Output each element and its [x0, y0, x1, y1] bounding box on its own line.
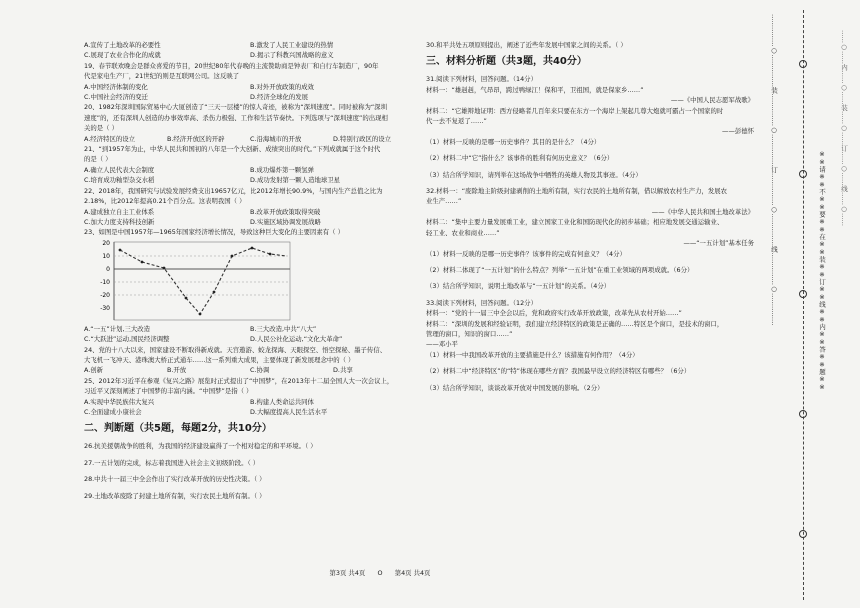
- binding-inner-line: ……○……内……○……装……○……订……○……线……○……: [840, 30, 848, 226]
- q19-option-c: C.中国社会经济的变迁: [84, 93, 149, 102]
- q19-option-d: D.经济全球化的发展: [250, 93, 309, 102]
- footer-page-left: 第3页 共4页: [329, 569, 366, 577]
- tick-10: 10: [102, 252, 110, 260]
- q23-options: [84, 324, 416, 334]
- point-1965: [269, 252, 272, 255]
- q21-option-b: B.成功爆炸第一颗氢弹: [250, 165, 314, 174]
- growth-chart: [92, 240, 292, 322]
- binding-warning: ※※请※※不※※要※※在※※装※※订※※线※※内※※答※※题※※: [818, 150, 826, 391]
- q24-option-c: C.协调: [250, 366, 270, 375]
- footer-center-mark: O: [377, 569, 383, 577]
- point-1962: [213, 290, 216, 293]
- point-1963: [231, 254, 234, 257]
- section-2-title: 二、判断题（共5题，每题2分，共10分）: [84, 423, 272, 435]
- judge-26: 26.抗美援朝战争的胜利，为我国的经济建设赢得了一个相对稳定的和平环境。（ ）: [84, 442, 317, 451]
- point-1957: [119, 248, 122, 251]
- growth-chart-svg: [92, 240, 292, 322]
- q33-material-2-source: ——邓小平: [426, 340, 458, 349]
- q33-material-2-line-2: 管理的窗口，知识的窗口……”: [426, 329, 513, 338]
- q18-options-2: [84, 50, 416, 60]
- q21-stem-2: 的是（ ）: [84, 155, 112, 164]
- right-column: [426, 40, 754, 393]
- q31-material-1: 材料一：“雄赳赳，气昂昂，跨过鸭绿江！保和平，卫祖国，就是保家乡……”: [426, 85, 644, 94]
- q23-stem: 23、如图是中国1957年—1965年国家经济增长情况，导致这种巨大变化的主要因素有（ ）: [84, 228, 344, 237]
- q22-options: [84, 207, 416, 217]
- q32-material-2-line-2: 轻工业、农业和商业……”: [426, 228, 500, 237]
- q25-option-a: A.实现中华民族伟大复兴: [84, 397, 155, 406]
- q33-head: 33.阅读下列材料，回答问题。（12分）: [426, 298, 537, 307]
- q21-option-c: C.培育成功籼型杂交水稻: [84, 176, 155, 185]
- q33-material-2-line-1: 材料二：“深圳的发展和经验证明，我们建立经济特区的政策是正确的……特区是个窗口，是技术的窗口，: [426, 319, 724, 328]
- q24-options: [84, 365, 416, 375]
- q20-option-d: D.特别行政区的设立: [333, 134, 392, 143]
- q20-options: [84, 134, 416, 144]
- q21-options: [84, 165, 416, 175]
- q19-stem-2: 代是家电生产厂，21世纪的则是互联网公司。这反映了: [84, 72, 240, 81]
- q31-head: 31.阅读下列材料，回答问题。（14分）: [426, 75, 537, 84]
- q18-options: [84, 40, 416, 50]
- q31-question-1: （1）材料一反映的是哪一历史事件？其目的是什么？（4分）: [426, 137, 601, 146]
- q32-line-1: 32.材料一：“废除地主阶级封建剥削的土地所有制，实行农民的土地所有制，借以解放农村生产力，发展农: [426, 187, 728, 196]
- q25-option-b: B.构建人类命运共同体: [250, 397, 314, 406]
- q18-option-d: D.揭示了科教兴国战略的意义: [250, 51, 334, 60]
- binding-hole-2: [799, 170, 807, 178]
- q32-material-1-source: ——《中华人民共和国土地改革法》: [651, 207, 754, 216]
- q24-stem-2: 大飞机一飞冲天、港珠澳大桥正式通车……这一系列重大成果，主要体现了新发展理念中的（ ）: [84, 355, 355, 364]
- binding-hole-5: [799, 530, 807, 538]
- q32-line-2: 业生产……”: [426, 197, 462, 206]
- q18-option-b: B.激发了人民工业建设的热情: [250, 41, 334, 49]
- point-1958: [141, 260, 144, 263]
- q31-material-2-source: ——彭德怀: [722, 127, 754, 136]
- binding-dashed-line: [803, 10, 804, 600]
- q22-option-b: B.改革开放政策取得突破: [250, 207, 321, 216]
- q24-option-b: B.开放: [167, 366, 187, 375]
- left-column: [84, 40, 416, 501]
- q32-material-2-line-1: 材料二：“集中主要力量发展重工业，建立国家工业化和国防现代化的初步基础；相应地发展交通运输业、: [426, 218, 724, 227]
- binding-hole-3: [799, 290, 807, 298]
- tick-0: 0: [106, 265, 110, 273]
- growth-series-line: [120, 248, 286, 314]
- q20-stem-1: 20、1982年深圳国际贸易中心大厦创造了“三天一层楼”的惊人奇迹，被称为“深圳速度”。同时被称为“深圳: [84, 103, 387, 112]
- q25-option-c: C.全面建成小康社会: [84, 407, 142, 416]
- point-1959: [163, 266, 166, 269]
- q22-option-c: C.加大力度支持科技创新: [84, 217, 155, 226]
- q20-option-c: C.沿海城市的开放: [250, 134, 302, 143]
- point-1961: [199, 312, 202, 315]
- q25-option-d: D.大幅度提高人民生活水平: [250, 407, 328, 416]
- q18-option-a: A.宣传了土地改革的必要性: [84, 41, 161, 49]
- q22-stem-2: 2.18%，比2012年提高0.21个百分点。这表明我国（ ）: [84, 197, 246, 206]
- q19-option-a: A.中国经济体制的变化: [84, 82, 148, 91]
- q33-question-1: （1）材料一中我国改革开放的主要措施是什么？该措施有何作用？（4分）: [426, 350, 639, 359]
- q22-option-d: D.实施区域协调发展战略: [250, 217, 321, 226]
- tick-neg30: -30: [100, 304, 110, 312]
- q32-material-2-source: ——“一五计划”基本任务: [683, 239, 754, 248]
- judge-30: 30.和平共处五项原则提出，阐述了近些年发展中国家之间的关系。（ ）: [426, 41, 627, 49]
- q23-option-d: D.人民公社化运动,“文化大革命”: [250, 335, 343, 344]
- q31-material-2-line-1: 材料二：“它雄辩地证明：西方侵略者几百年来只要在东方一个海岸上架起几尊大炮就可霸占一个国家的时: [426, 106, 724, 115]
- q24-option-a: A.创新: [84, 366, 104, 375]
- q33-question-2: （2）材料二中“经济特区”的“特”体现在哪些方面？我国最早设立的经济特区有哪些？（6分）: [426, 367, 691, 376]
- q32-question-3: （3）结合所学知识，说明土地改革与“一五计划”的关系。（4分）: [426, 282, 611, 291]
- q23-options-2: [84, 334, 416, 344]
- q20-stem-2: 速度”的，还有深圳人创造的办事效率高、杀伤力极强、工作和生活节奏快。下列选项与“深圳速度”的出现相: [84, 113, 388, 122]
- q31-question-3: （3）结合所学知识，请列举在这场战争中牺牲的英雄人物及其事迹。（4分）: [426, 170, 642, 179]
- q25-stem-1: 25、2012年习近平在参观《复兴之路》展览时正式提出了“中国梦”，在2013年十二届全国人大一次会议上，: [84, 376, 394, 385]
- q20-option-b: B.经济开放区的开辟: [167, 134, 225, 143]
- q25-options-2: [84, 407, 416, 417]
- q19-options: [84, 82, 416, 92]
- q22-stem-1: 22、2018年，我国研究与试验发展经费支出19657亿元，比2012年增长90.9%，与国内生产总值之比为: [84, 186, 383, 195]
- q33-question-3: （3）结合所学知识，谈谈改革开放对中国发展的影响。（2分）: [426, 383, 604, 392]
- chart-frame: [114, 242, 290, 320]
- q20-stem-3: 关的是（ ）: [84, 124, 118, 133]
- q23-option-a: A.“一五”计划,三大改造: [84, 324, 151, 333]
- q18-option-c: C.展现了农业合作化的成就: [84, 51, 161, 60]
- section-3-title: 三、材料分析题（共3题，共40分）: [426, 56, 587, 68]
- q22-options-2: [84, 217, 416, 227]
- q32-question-2: （2）材料二体现了“一五计划”的什么特点？列举“一五计划”在重工业领域的两项成就。（6分）: [426, 265, 694, 274]
- q21-option-a: A.确立人民代表大会制度: [84, 165, 155, 174]
- binding-seal-line: ……………○……………装……………○……………订……………○……………线……………○……………: [770, 14, 778, 326]
- q33-material-1: 材料一：“党的十一届三中全会以后，党和政府实行改革开放政策，改革先从农村开始……”: [426, 309, 682, 318]
- tick-20: 20: [102, 239, 110, 247]
- binding-hole-1: [799, 60, 807, 68]
- judge-28: 28.中共十一届三中全会作出了实行改革开放的历史性决策。（ ）: [84, 475, 266, 484]
- q20-option-a: A.经济特区的设立: [84, 134, 136, 143]
- tick-neg10: -10: [100, 278, 110, 286]
- q19-options-2: [84, 92, 416, 102]
- q25-options: [84, 397, 416, 407]
- q21-stem-1: 21、“到1957年为止，中华人民共和国初的八年是一个大创新、成绩突出的时代。”下列成就属于这个时代: [84, 145, 381, 154]
- q31-material-2-line-2: 代一去不复返了……”: [426, 117, 487, 126]
- page-footer: [0, 568, 760, 577]
- q32-question-1: （1）材料一反映的是哪一历史事件？该事件的完成有何意义？（4分）: [426, 249, 626, 258]
- q24-option-d: D.共享: [333, 366, 353, 375]
- judge-29: 29.土地改革废除了封建土地所有制，实行农民土地所有制。（ ）: [84, 491, 266, 500]
- point-1960: [185, 296, 188, 299]
- q22-option-a: A.建成独立自主工业体系: [84, 207, 155, 216]
- q21-options-2: [84, 175, 416, 185]
- judge-27: 27.一五计划的完成，标志着我国进入社会主义初级阶段。（ ）: [84, 458, 260, 467]
- q31-material-1-source: ——《中国人民志愿军战歌》: [670, 96, 754, 105]
- q23-option-b: B.三大改造,中共“八大”: [250, 324, 317, 333]
- q19-option-b: B.对外开放政策的成效: [250, 82, 314, 91]
- footer-page-right: 第4页 共4页: [394, 569, 431, 577]
- tick-neg20: -20: [100, 291, 110, 299]
- binding-hole-4: [799, 410, 807, 418]
- q19-stem-1: 19、春节联欢晚会是群众喜爱的节目，20世纪80年代春晚的主流赞助商是钟表厂和自行车制造厂，90年: [84, 61, 379, 70]
- q21-option-d: D.成功发射第一颗人造地球卫星: [250, 176, 341, 185]
- q31-question-2: （2）材料二中“它”指什么？该事件的胜利有何历史意义？（6分）: [426, 154, 614, 163]
- point-1964: [251, 246, 254, 249]
- q24-stem-1: 24、党的十八大以来，国家建设不断取得新成就。天宫遨游、蛟龙探海、天眼探空、悟空探秘、墨子传信、: [84, 345, 387, 354]
- q25-stem-2: 习近平又深刻阐述了中国梦的丰富内涵。“中国梦”是指（ ）: [84, 387, 253, 396]
- q23-option-c: C.“大跃进”运动,国民经济调整: [84, 335, 170, 344]
